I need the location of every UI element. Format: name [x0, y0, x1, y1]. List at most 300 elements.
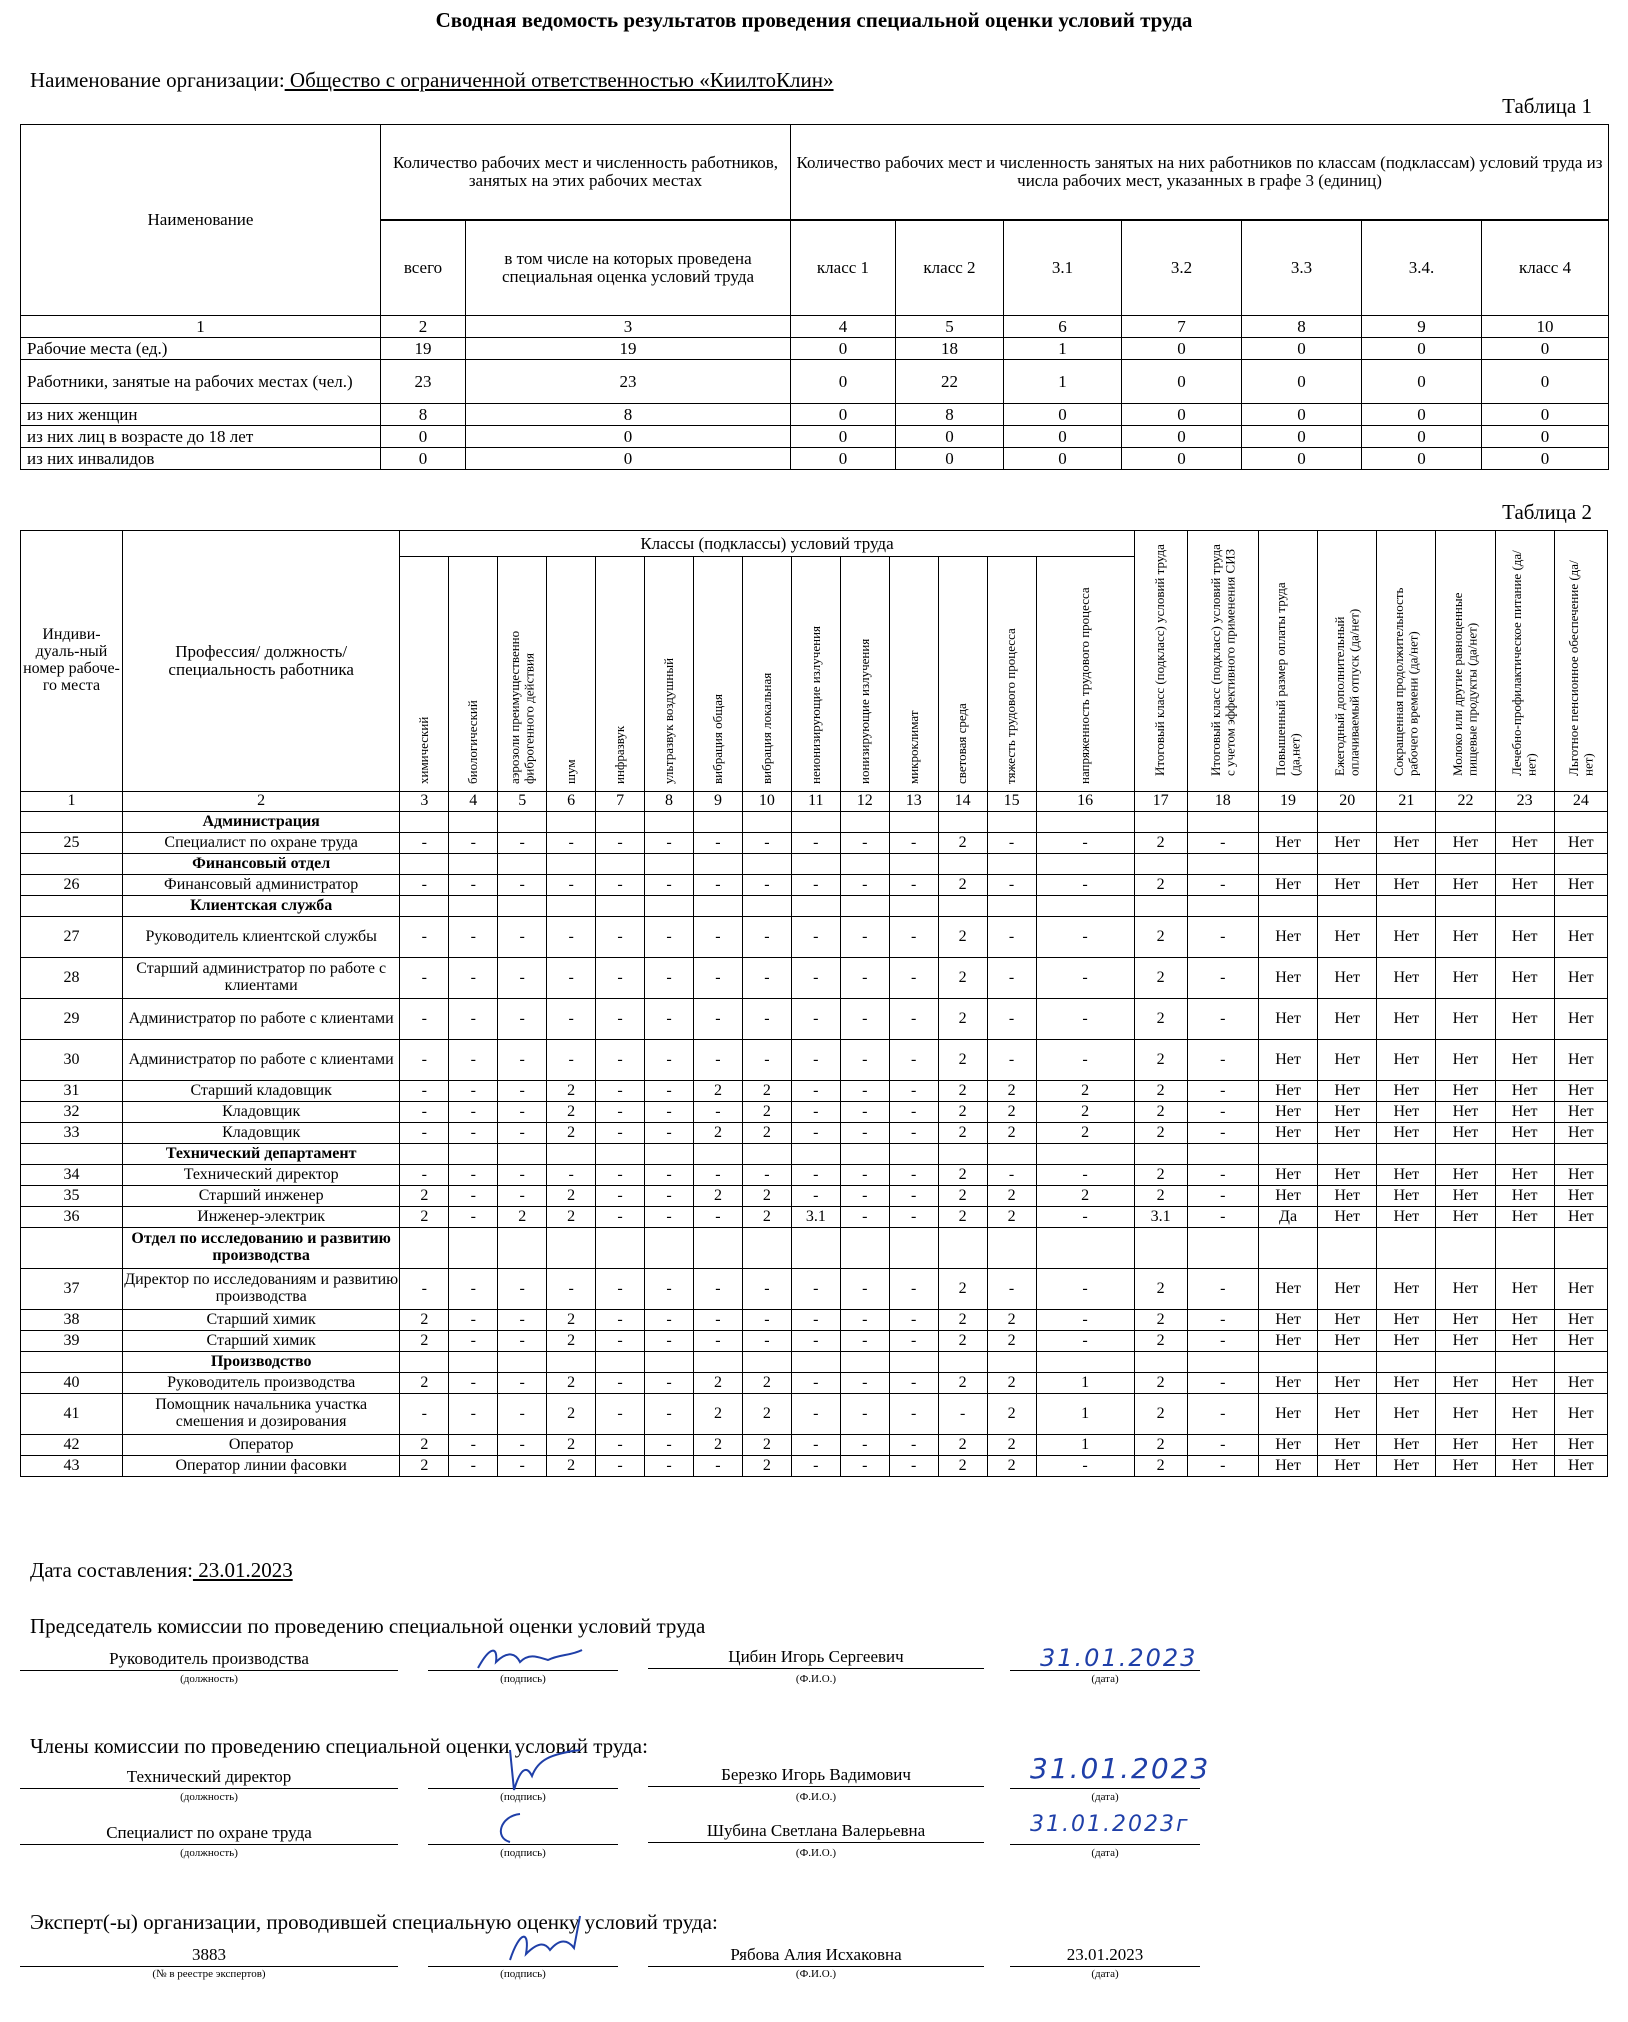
t2-cell: - — [693, 917, 742, 958]
t2-cell: 2 — [1036, 1123, 1134, 1144]
t1-cell: 0 — [1482, 426, 1609, 448]
t2-cell: - — [1036, 875, 1134, 896]
t2-cell: - — [889, 833, 938, 854]
t2-header-extra — [1436, 531, 1495, 792]
t2-cell: - — [547, 958, 596, 999]
t2-cell: Нет — [1377, 1207, 1436, 1228]
t2-cell: - — [742, 999, 791, 1040]
t2-header-classes: Классы (подклассы) условий труда — [400, 531, 1134, 557]
t1-cell: 0 — [1004, 426, 1122, 448]
t2-section-title: Клиентская служба — [122, 896, 399, 917]
t2-cell: 2 — [1134, 917, 1187, 958]
t1-cell: 0 — [896, 448, 1004, 470]
t2-cell: Нет — [1377, 1331, 1436, 1352]
t2-cell: - — [742, 833, 791, 854]
t2-cell: Нет — [1495, 1269, 1554, 1310]
t2-empty-cell — [596, 896, 645, 917]
table-row — [21, 1040, 1608, 1081]
t2-cell: Нет — [1554, 1394, 1607, 1435]
sub-date: (дата) — [1091, 1673, 1119, 1685]
t2-cell: - — [889, 1331, 938, 1352]
t2-cell: Нет — [1495, 1123, 1554, 1144]
t2-profession: Директор по исследованиям и развитию производства — [122, 1269, 399, 1310]
t2-col-number: 21 — [1377, 792, 1436, 812]
t2-cell: - — [1187, 1373, 1258, 1394]
t2-empty-cell — [742, 896, 791, 917]
member1-name: Березко Игорь Вадимович — [648, 1764, 984, 1787]
expert-name: Рябова Алия Исхаковна — [648, 1944, 984, 1967]
t2-empty-cell — [889, 1144, 938, 1165]
member2-name: Шубина Светлана Валерьевна — [648, 1820, 984, 1843]
t2-cell: - — [596, 1331, 645, 1352]
t1-cell: 0 — [1362, 360, 1482, 404]
t2-cell: Нет — [1495, 1081, 1554, 1102]
t2-cell: Нет — [1554, 1081, 1607, 1102]
member2-date: 31.01.2023г — [1030, 1812, 1190, 1837]
t1-cell: 23 — [466, 360, 791, 404]
t2-cell: 2 — [938, 1373, 987, 1394]
t2-cell: Нет — [1495, 1207, 1554, 1228]
t2-cell: Нет — [1377, 833, 1436, 854]
sub-sign: (подпись) — [500, 1673, 546, 1685]
t2-cell: Нет — [1554, 1331, 1607, 1352]
t1-cell: 0 — [1004, 404, 1122, 426]
t2-header-extra-label: Молоко или другие равноценные пищевые продукты (да/нет) — [1450, 592, 1480, 777]
member2-signature-icon — [480, 1808, 540, 1848]
compile-date-label: Дата составления: — [30, 1558, 193, 1582]
t2-empty-cell — [693, 1352, 742, 1373]
t2-empty-cell — [1187, 896, 1258, 917]
t2-cell: Да — [1258, 1207, 1317, 1228]
t2-empty-cell — [693, 1228, 742, 1269]
t2-cell: - — [449, 1394, 498, 1435]
t2-cell: - — [1187, 1310, 1258, 1331]
t2-cell: - — [840, 875, 889, 896]
t2-workplace-id: 42 — [21, 1435, 123, 1456]
t2-header-profession: Профессия/ должность/ специальность работника — [122, 531, 399, 792]
t2-cell: - — [596, 1456, 645, 1477]
t2-cell: - — [449, 1186, 498, 1207]
t1-cell: 0 — [1482, 360, 1609, 404]
t2-cell: - — [1036, 1165, 1134, 1186]
t2-cell: - — [645, 1456, 694, 1477]
t2-workplace-id: 33 — [21, 1123, 123, 1144]
t2-cell: - — [596, 833, 645, 854]
t2-cell: Нет — [1436, 1269, 1495, 1310]
t2-cell: 2 — [547, 1081, 596, 1102]
t2-cell: - — [498, 833, 547, 854]
t1-cell: 0 — [1122, 338, 1242, 360]
t2-cell: - — [596, 1269, 645, 1310]
t2-empty-cell — [938, 896, 987, 917]
t2-cell: - — [791, 1456, 840, 1477]
table-row — [21, 1394, 1608, 1435]
t2-workplace-id: 31 — [21, 1081, 123, 1102]
t2-col-number: 9 — [693, 792, 742, 812]
t2-cell: 2 — [1134, 1269, 1187, 1310]
t1-cell: 0 — [1482, 448, 1609, 470]
t2-cell: - — [840, 833, 889, 854]
t2-cell: 2 — [693, 1123, 742, 1144]
table-row — [21, 448, 1609, 470]
t2-cell: - — [449, 1123, 498, 1144]
t2-cell: - — [791, 1081, 840, 1102]
t2-workplace-id: 34 — [21, 1165, 123, 1186]
t2-cell: 2 — [987, 1186, 1036, 1207]
t2-empty-cell — [791, 812, 840, 833]
t2-empty-cell — [596, 1144, 645, 1165]
t1-col-number: 3 — [466, 316, 791, 338]
t2-cell: - — [840, 1123, 889, 1144]
t2-cell: 2 — [400, 1331, 449, 1352]
t2-empty-cell — [1187, 854, 1258, 875]
t2-empty-cell — [1436, 1352, 1495, 1373]
t1-cell: 19 — [381, 338, 466, 360]
t2-cell: - — [987, 1040, 1036, 1081]
t1-col-number: 9 — [1362, 316, 1482, 338]
t2-header-extra — [1554, 531, 1607, 792]
t1-header-classes: Количество рабочих мест и численность занятых на них работников по классам (подклассам) условий труда из числа рабочих мест, указанных в графе 3 (единиц) — [791, 125, 1609, 220]
t2-cell: - — [693, 1165, 742, 1186]
t2-cell: 2 — [987, 1123, 1036, 1144]
t2-cell: 2 — [938, 1040, 987, 1081]
t2-cell: - — [645, 1394, 694, 1435]
t2-cell: Нет — [1258, 1102, 1317, 1123]
t2-cell: - — [498, 1081, 547, 1102]
t2-cell: 2 — [400, 1207, 449, 1228]
t2-section-id — [21, 1228, 123, 1269]
t2-cell: - — [840, 1373, 889, 1394]
t2-profession: Инженер-электрик — [122, 1207, 399, 1228]
t1-header-assessed: в том числе на которых проведена специальная оценка условий труда — [466, 221, 791, 316]
t1-cell: 0 — [1122, 404, 1242, 426]
t2-cell: Нет — [1377, 1310, 1436, 1331]
t2-header-factor — [693, 557, 742, 792]
t1-cell: 0 — [791, 404, 896, 426]
t2-profession: Старший кладовщик — [122, 1081, 399, 1102]
t2-cell: - — [840, 1456, 889, 1477]
t1-column-numbers — [21, 316, 1609, 338]
t2-empty-cell — [498, 1144, 547, 1165]
t2-cell: Нет — [1258, 1435, 1317, 1456]
t2-empty-cell — [938, 812, 987, 833]
t2-cell: Нет — [1436, 917, 1495, 958]
t2-cell: - — [400, 999, 449, 1040]
organization-label: Наименование организации: — [30, 68, 285, 92]
t2-cell: - — [1187, 1456, 1258, 1477]
t2-profession: Руководитель производства — [122, 1373, 399, 1394]
t2-cell: - — [791, 958, 840, 999]
t1-row-label: Рабочие места (ед.) — [21, 338, 381, 360]
t2-cell: Нет — [1258, 958, 1317, 999]
t2-cell: - — [596, 1102, 645, 1123]
t1-row-label: из них инвалидов — [21, 448, 381, 470]
t2-cell: - — [742, 958, 791, 999]
t2-cell: - — [889, 1165, 938, 1186]
t2-empty-cell — [791, 1144, 840, 1165]
t1-header-places: Количество рабочих мест и численность работников, занятых на этих рабочих местах — [381, 125, 791, 220]
t2-cell: 2 — [938, 1269, 987, 1310]
t2-cell: - — [400, 1040, 449, 1081]
t2-header-id: Индиви-дуаль-ный номер рабоче-го места — [21, 531, 123, 792]
t2-cell: - — [693, 1269, 742, 1310]
t2-cell: - — [1187, 1207, 1258, 1228]
t2-empty-cell — [1436, 896, 1495, 917]
t2-cell: 2 — [938, 1310, 987, 1331]
t2-empty-cell — [742, 854, 791, 875]
t2-section-id — [21, 854, 123, 875]
t2-cell: Нет — [1554, 1102, 1607, 1123]
table-row — [21, 404, 1609, 426]
t2-workplace-id: 28 — [21, 958, 123, 999]
t2-cell: Нет — [1258, 1123, 1317, 1144]
table-row — [21, 338, 1609, 360]
t2-cell: - — [742, 1331, 791, 1352]
t2-empty-cell — [1436, 1228, 1495, 1269]
t2-cell: - — [596, 1310, 645, 1331]
t2-header-factor — [742, 557, 791, 792]
t2-empty-cell — [1495, 896, 1554, 917]
t2-cell: 2 — [1134, 875, 1187, 896]
t2-header-factor — [987, 557, 1036, 792]
t2-empty-cell — [547, 1352, 596, 1373]
t2-empty-cell — [1187, 1352, 1258, 1373]
t2-cell: Нет — [1377, 1456, 1436, 1477]
t2-cell: 2 — [1134, 1435, 1187, 1456]
t2-cell: - — [1036, 1040, 1134, 1081]
t2-empty-cell — [449, 1352, 498, 1373]
t2-cell: - — [645, 1269, 694, 1310]
t2-empty-cell — [840, 1352, 889, 1373]
t2-cell: - — [498, 1435, 547, 1456]
t2-cell: - — [596, 999, 645, 1040]
t2-cell: Нет — [1258, 833, 1317, 854]
t2-cell: - — [840, 1310, 889, 1331]
t2-empty-cell — [400, 1144, 449, 1165]
t2-profession: Администратор по работе с клиентами — [122, 1040, 399, 1081]
t2-cell: - — [449, 833, 498, 854]
t2-cell: 2 — [1134, 833, 1187, 854]
t2-column-numbers — [21, 792, 1608, 812]
t2-workplace-id: 30 — [21, 1040, 123, 1081]
t2-profession: Оператор — [122, 1435, 399, 1456]
t2-cell: Нет — [1436, 1165, 1495, 1186]
t2-header-extra-label: Итоговый класс (подкласс) условий труда — [1152, 544, 1168, 777]
t2-cell: 2 — [1134, 1102, 1187, 1123]
t2-cell: - — [791, 1102, 840, 1123]
t2-cell: 2 — [547, 1456, 596, 1477]
t2-cell: Нет — [1436, 1310, 1495, 1331]
sub-position: (должность) — [180, 1673, 238, 1685]
t2-cell: Нет — [1495, 1456, 1554, 1477]
t2-section-title: Отдел по исследованию и развитию производства — [122, 1228, 399, 1269]
t2-cell: Нет — [1495, 1310, 1554, 1331]
t2-empty-cell — [1495, 854, 1554, 875]
chair-signature-icon — [470, 1640, 590, 1676]
t1-header-class32: 3.2 — [1122, 221, 1242, 316]
table-row — [21, 917, 1608, 958]
t2-cell: Нет — [1258, 1040, 1317, 1081]
t2-col-number: 22 — [1436, 792, 1495, 812]
t2-cell: 2 — [693, 1435, 742, 1456]
table-row — [21, 875, 1608, 896]
t2-cell: - — [693, 958, 742, 999]
t2-cell: - — [1187, 917, 1258, 958]
t2-section-id — [21, 1352, 123, 1373]
t1-cell: 0 — [1242, 426, 1362, 448]
t2-cell: 2 — [1134, 1081, 1187, 1102]
t2-empty-cell — [1377, 1352, 1436, 1373]
t2-profession: Помощник начальника участка смешения и дозирования — [122, 1394, 399, 1435]
t2-cell: - — [449, 1207, 498, 1228]
sub-date: (дата) — [1091, 1968, 1119, 1980]
t2-header-factor-label: ультразвук воздушный — [660, 658, 676, 785]
t2-cell: - — [449, 875, 498, 896]
table-row — [21, 833, 1608, 854]
t2-cell: - — [693, 833, 742, 854]
t2-header-factor — [498, 557, 547, 792]
t2-cell: - — [1187, 1331, 1258, 1352]
t2-empty-cell — [1554, 1144, 1607, 1165]
t2-cell: - — [449, 1165, 498, 1186]
table-row — [21, 426, 1609, 448]
t2-cell: - — [498, 1269, 547, 1310]
t1-cell: 0 — [1242, 338, 1362, 360]
t2-header-extra-label: Лечебно-профилактическое питание (да/нет) — [1509, 550, 1539, 777]
t2-cell: 2 — [547, 1186, 596, 1207]
t2-cell: - — [547, 1165, 596, 1186]
t2-header-factor — [840, 557, 889, 792]
table2-caption: Таблица 2 — [1502, 500, 1592, 524]
t2-cell: - — [693, 1310, 742, 1331]
t2-empty-cell — [1554, 896, 1607, 917]
t2-empty-cell — [596, 812, 645, 833]
t2-cell: Нет — [1258, 1310, 1317, 1331]
t2-cell: - — [498, 1373, 547, 1394]
t2-cell: - — [742, 1040, 791, 1081]
t2-empty-cell — [1258, 854, 1317, 875]
t2-cell: - — [693, 875, 742, 896]
t2-cell: - — [889, 875, 938, 896]
t2-empty-cell — [596, 1228, 645, 1269]
t2-cell: Нет — [1258, 1081, 1317, 1102]
t2-cell: - — [1036, 1269, 1134, 1310]
t2-cell: - — [1187, 1186, 1258, 1207]
t1-cell: 0 — [1362, 448, 1482, 470]
t2-empty-cell — [498, 1352, 547, 1373]
t2-cell: Нет — [1258, 1331, 1317, 1352]
t2-cell: 2 — [987, 1102, 1036, 1123]
t2-header-factor-label: вибрация общая — [709, 694, 725, 785]
t2-empty-cell — [1187, 1144, 1258, 1165]
t2-cell: - — [1036, 999, 1134, 1040]
t2-cell: - — [449, 1373, 498, 1394]
t2-cell: - — [987, 1165, 1036, 1186]
expert-heading: Эксперт(-ы) организации, проводившей специальную оценку условий труда: — [30, 1910, 718, 1934]
chair-name: Цибин Игорь Сергеевич — [648, 1646, 984, 1669]
t2-cell: - — [498, 1102, 547, 1123]
t2-cell: - — [840, 1331, 889, 1352]
t2-col-number: 10 — [742, 792, 791, 812]
t2-section-title: Технический департамент — [122, 1144, 399, 1165]
t2-cell: - — [449, 1269, 498, 1310]
t2-cell: 2 — [1134, 1040, 1187, 1081]
t2-cell: Нет — [1436, 1081, 1495, 1102]
t2-cell: - — [498, 875, 547, 896]
t2-empty-cell — [547, 1144, 596, 1165]
t2-cell: - — [400, 1081, 449, 1102]
t2-cell: - — [645, 1373, 694, 1394]
t1-header-class31: 3.1 — [1004, 221, 1122, 316]
sub-registry: (№ в реестре экспертов) — [152, 1968, 266, 1980]
t2-empty-cell — [742, 1352, 791, 1373]
t2-cell: 2 — [938, 917, 987, 958]
t2-cell: - — [498, 1310, 547, 1331]
t2-empty-cell — [645, 1144, 694, 1165]
t2-header-factor-label: микроклимат — [905, 710, 921, 785]
t2-empty-cell — [987, 1352, 1036, 1373]
t2-cell: Нет — [1436, 1373, 1495, 1394]
t2-cell: - — [400, 875, 449, 896]
t2-cell: - — [645, 1186, 694, 1207]
t2-workplace-id: 35 — [21, 1186, 123, 1207]
t2-empty-cell — [498, 812, 547, 833]
t2-cell: - — [791, 1040, 840, 1081]
t2-cell: 2 — [1036, 1081, 1134, 1102]
t2-cell: Нет — [1377, 958, 1436, 999]
t2-header-factor-label: химический — [416, 716, 432, 785]
t2-empty-cell — [1377, 896, 1436, 917]
t2-cell: 2 — [987, 1081, 1036, 1102]
members-heading: Члены комиссии по проведению специальной оценки условий труда: — [30, 1734, 648, 1758]
t2-cell: - — [889, 958, 938, 999]
t1-cell: 0 — [896, 426, 1004, 448]
t2-cell: - — [645, 958, 694, 999]
t2-empty-cell — [791, 854, 840, 875]
t2-empty-cell — [400, 1228, 449, 1269]
t1-cell: 0 — [1362, 338, 1482, 360]
t2-header-factor-label: шум — [562, 759, 578, 785]
t2-empty-cell — [889, 812, 938, 833]
t2-section-title: Финансовый отдел — [122, 854, 399, 875]
t2-cell: - — [400, 1102, 449, 1123]
t2-col-number: 6 — [547, 792, 596, 812]
t2-cell: Нет — [1258, 1186, 1317, 1207]
t1-cell: 1 — [1004, 360, 1122, 404]
t2-cell: - — [1187, 1435, 1258, 1456]
t2-cell: - — [1036, 1456, 1134, 1477]
t1-header-class33: 3.3 — [1242, 221, 1362, 316]
t2-cell: Нет — [1554, 1040, 1607, 1081]
t2-empty-cell — [547, 854, 596, 875]
table-row — [21, 1456, 1608, 1477]
t2-col-number: 4 — [449, 792, 498, 812]
t2-cell: - — [498, 999, 547, 1040]
t2-cell: - — [498, 1123, 547, 1144]
t2-cell: - — [987, 917, 1036, 958]
t2-cell: 2 — [987, 1207, 1036, 1228]
t2-empty-cell — [1318, 1352, 1377, 1373]
t2-empty-cell — [1258, 896, 1317, 917]
t2-cell: - — [889, 999, 938, 1040]
t2-cell: 2 — [938, 875, 987, 896]
t2-col-number: 16 — [1036, 792, 1134, 812]
t2-cell: 2 — [547, 1310, 596, 1331]
t2-empty-cell — [1258, 1228, 1317, 1269]
t2-cell: 2 — [938, 1331, 987, 1352]
t1-header-class1: класс 1 — [791, 221, 896, 316]
t2-cell: 2 — [938, 1186, 987, 1207]
